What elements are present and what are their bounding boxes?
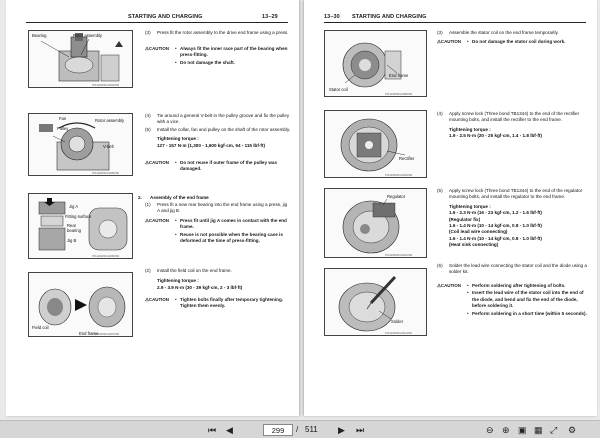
figure-code: 9Y1110403CL1005US0 <box>92 172 120 175</box>
caution-item: • Insert the lead wire of the stator coil into the end of the diode, and bend and fix the end of the diode, before soldering it. <box>467 290 587 309</box>
label-regulator: Regulator <box>387 194 406 199</box>
label-fan: Fan <box>59 116 67 121</box>
caution-item: • Perform soldering in a short time (within 5 seconds). <box>467 311 587 317</box>
torque-value: 2.9 - 3.9 N·m (30 - 39 kgf·cm, 2 - 3 lbf·ft) <box>157 284 243 290</box>
page-number: 13–29 <box>262 14 278 20</box>
step-5-text: (5) Install the collar, fan and pulley on the shaft of the rotor assembly. Tightening torque : 127 - 157 N·m (1,300 - 1,600 kgf·cm, 94 - 115 lbf·ft) <box>145 127 291 148</box>
caution-item: • Always fit the inner race part of the bearing when press-fitting. <box>175 46 291 59</box>
torque-line: 1.6 - 1.4 N·m (10 - 14 kgf·cm, 0.8 - 1.0 lbf·ft) <box>449 223 542 229</box>
caution-item: • Tighten bolts finally after temporary tightening. Tighten them evenly. <box>175 297 291 310</box>
torque-line: 1.6 - 1.4 N·m (10 - 14 kgf·cm, 0.8 - 1.0 lbf·ft) <box>449 235 542 241</box>
torque-label: Tightening torque : <box>157 278 199 284</box>
label-rotor-assembly: Rotor assembly <box>73 33 103 38</box>
viewer-toolbar <box>0 420 600 438</box>
caution-label: ⚠CAUTION <box>437 283 461 288</box>
label-v-belt: V-belt <box>103 144 114 149</box>
caution-box <box>145 218 291 246</box>
page-separator: / <box>296 425 299 434</box>
figure-code: 9Y1110403CL1011US0 <box>385 332 412 335</box>
header-rule <box>324 22 586 23</box>
caution-item: • Do not reuse if outer frame of the pulley was damaged. <box>175 160 291 173</box>
figure-code: 9Y1110403CL1007US0 <box>92 333 120 336</box>
step-1-text: (1) Press fit a new rear bearing into the end frame using a press, jig A and jig B. <box>145 202 288 214</box>
label-rectifier: Rectifier <box>399 156 415 161</box>
manual-page-left <box>6 0 299 416</box>
caution-item: • Reuse is not possible when the bearing case is deformed at the time of press-fitting. <box>175 232 291 245</box>
step-4-text: (4) Apply screw lock (Three bond TB1344) to the end of the rectifier mounting bolts, and install the rectifier to the end frame. Tightening torque : 1.9 - 2.5 N·m (20 - 25 kgf·cm, 1.4 - 1.8 lbf·ft) <box>437 111 587 140</box>
header-rule <box>26 22 288 23</box>
label-jig-b: Jig B <box>67 238 77 243</box>
caution-item: • Do not damage the stator coil during work. <box>467 39 587 45</box>
figure-pulley-install <box>28 113 133 176</box>
total-pages: 511 <box>305 425 318 434</box>
label-rotor-assembly-2: Rotor assembly <box>95 118 125 123</box>
fullscreen-icon[interactable]: ⤢ <box>550 425 558 435</box>
torque-value: 127 - 157 N·m (1,300 - 1,600 kgf·cm, 94 - 115 lbf·ft) <box>157 142 265 148</box>
current-page-input[interactable]: 299 <box>263 424 293 436</box>
previous-page-icon[interactable]: ◀ <box>226 425 233 435</box>
step-3-text: (3) Press fit the rotor assembly to the drive end frame using a press. <box>145 30 289 35</box>
settings-icon[interactable]: ⚙ <box>568 425 577 435</box>
thumbnails-icon[interactable]: ▦ <box>534 425 543 435</box>
label-stator-coil: Stator coil <box>329 87 348 92</box>
section-heading: 2. Assembly of the end frame <box>138 195 209 200</box>
torque-label: Tightening torque : <box>449 126 491 132</box>
figure-code: 9Y1110403CL1006US0 <box>92 255 120 258</box>
label-jig-a: Jig A <box>69 204 79 209</box>
step-4-text: (4) Tie around a general V-belt in the pulley groove and fix the pulley with a vice. <box>145 113 290 125</box>
torque-label: Tightening torque : <box>449 203 491 209</box>
caution-item: • Perform soldering after tightening of bolts. <box>467 283 587 289</box>
page-header-title: STARTING AND CHARGING <box>352 14 427 20</box>
figure-code: 9Y1110403CL1010US0 <box>385 254 413 257</box>
figure-code: 9Y1110403CL1009US0 <box>385 174 413 177</box>
figure-stator-coil <box>324 30 427 97</box>
first-page-icon[interactable]: ⏮ <box>208 425 217 435</box>
torque-value: 1.9 - 2.5 N·m (20 - 25 kgf·cm, 1.4 - 1.8 lbf·ft) <box>449 133 542 139</box>
caution-box <box>437 39 587 46</box>
caution-label: ⚠CAUTION <box>145 297 169 302</box>
step-2-text: (2) Install the field coil on the end frame. Tightening torque : 2.9 - 3.9 N·m (30 - 39 kgf·cm, 2 - 3 lbf·ft) <box>145 268 291 291</box>
caution-item: • Press fit until jig A comes in contact with the end frame. <box>175 218 291 231</box>
label-pulley: Pulley <box>57 126 69 131</box>
fit-page-icon[interactable]: ▣ <box>518 425 527 435</box>
step-5-text: (5) Apply screw lock (Three bond TB1344) to the end of the regulator mounting bolts, and install the regulator to the end frame. Tightening torque : 1.6 - 2.3 N·m (16 - 23 kgf·cm, 1.2 - 1.6 lbf·ft) (Regulator fix) 1.6 - 1.4 N·m (10 - 14 kgf·cm, 0.8 - 1.0 lbf·ft) (Coil lead wire connecting) 1.6 - 1.4 N·m (10 - 14 kgf·cm, 0.8 - 1.0 lbf·ft) (Heat sink connecting) <box>437 188 587 249</box>
torque-line: (Coil lead wire connecting) <box>449 229 508 235</box>
step-3-text: (3) Assemble the stator coil on the end frame temporarily. <box>437 30 559 35</box>
torque-label: Tightening torque : <box>157 136 199 142</box>
label-rear-bearing: Rear bearing <box>67 223 81 233</box>
caution-label: ⚠CAUTION <box>145 46 169 51</box>
label-bearing: Bearing <box>32 33 47 38</box>
page-header-title: STARTING AND CHARGING <box>128 14 203 20</box>
figure-rear-bearing-press <box>28 193 133 259</box>
next-page-icon[interactable]: ▶ <box>338 425 345 435</box>
figure-regulator <box>324 188 427 258</box>
label-field-coil: Field coil <box>32 325 49 330</box>
label-end-frame: End frame <box>79 331 99 336</box>
torque-line: 1.6 - 2.3 N·m (16 - 23 kgf·cm, 1.2 - 1.6 lbf·ft) <box>449 210 542 216</box>
caution-box <box>145 46 291 67</box>
torque-line: (Regulator fix) <box>449 216 481 222</box>
zoom-out-icon[interactable]: ⊖ <box>486 425 494 435</box>
label-solder: Solder <box>391 319 404 324</box>
label-fitting-surface: Fitting surface <box>65 214 92 219</box>
torque-line: (Heat sink connecting) <box>449 242 499 248</box>
figure-rotor-press-fit <box>28 30 133 88</box>
caution-box <box>145 160 291 174</box>
page-number: 13–30 <box>324 14 340 20</box>
zoom-in-icon[interactable]: ⊕ <box>502 425 510 435</box>
caution-label: ⚠CAUTION <box>145 160 169 165</box>
caution-box <box>437 283 587 318</box>
figure-code: 9Y1110403CL1004US0 <box>92 84 120 87</box>
label-end-frame: End frame <box>389 73 409 78</box>
figure-field-coil <box>28 272 133 337</box>
caution-box <box>145 297 291 311</box>
figure-rectifier <box>324 110 427 178</box>
step-6-text: (6) Solder the lead wire connecting the stator coil and the diode using a solder kit. <box>437 263 587 275</box>
manual-page-right <box>304 0 597 416</box>
last-page-icon[interactable]: ⏭ <box>356 425 365 435</box>
caution-label: ⚠CAUTION <box>145 218 169 223</box>
caution-label: ⚠CAUTION <box>437 39 461 44</box>
caution-item: • Do not damage the shaft. <box>175 60 291 66</box>
figure-soldering <box>324 268 427 336</box>
figure-code: 9Y1110403CL1008US0 <box>385 93 413 96</box>
